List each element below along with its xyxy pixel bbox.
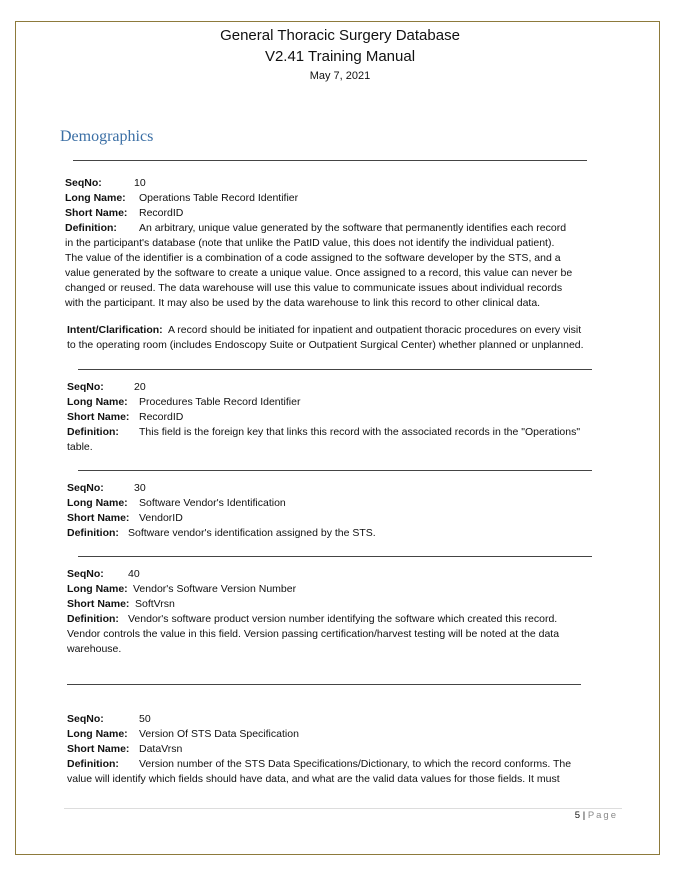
definition-label: Definition: xyxy=(67,758,119,770)
seqno-value: 40 xyxy=(128,568,140,580)
footer-divider xyxy=(64,808,622,809)
seqno-value: 30 xyxy=(134,482,146,494)
definition-label: Definition: xyxy=(67,527,119,539)
short-name-label: Short Name: xyxy=(67,512,130,524)
intent-line xyxy=(67,323,581,338)
document-title: General Thoracic Surgery Database xyxy=(220,27,460,44)
definition-label: Definition: xyxy=(65,222,117,234)
page-footer xyxy=(575,810,618,821)
long-name-value: Version Of STS Data Specification xyxy=(139,728,299,740)
entry-divider xyxy=(78,369,592,370)
short-name-value: SoftVrsn xyxy=(135,598,175,610)
definition-line: Software vendor's identification assigned by the STS. xyxy=(128,527,376,539)
long-name-label: Long Name: xyxy=(65,192,126,204)
seqno-label: SeqNo: xyxy=(67,568,104,580)
definition-label: Definition: xyxy=(67,426,119,438)
definition-line: The value of the identifier is a combination of a code assigned to the software developer by the STS, and a xyxy=(65,252,561,264)
long-name-label: Long Name: xyxy=(67,728,128,740)
long-name-label: Long Name: xyxy=(67,497,128,509)
document-subtitle: V2.41 Training Manual xyxy=(264,48,416,65)
definition-line: warehouse. xyxy=(67,643,122,655)
long-name-value: Vendor's Software Version Number xyxy=(133,583,297,595)
seqno-value: 50 xyxy=(139,713,151,725)
short-name-label: Short Name: xyxy=(67,411,130,423)
intent-label: Intent/Clarification: xyxy=(67,324,163,336)
definition-label: Definition: xyxy=(67,613,119,625)
section-title: Demographics xyxy=(60,128,154,145)
short-name-value: DataVrsn xyxy=(139,743,183,755)
short-name-label: Short Name: xyxy=(65,207,128,219)
definition-line: This field is the foreign key that links this record with the associated records in the "Operations" xyxy=(139,426,581,438)
definition-line: An arbitrary, unique value generated by the software that permanently identifies each record xyxy=(139,222,567,234)
entry-divider xyxy=(67,684,581,685)
long-name-label: Long Name: xyxy=(67,396,128,408)
long-name-value: Procedures Table Record Identifier xyxy=(139,396,301,408)
short-name-value: RecordID xyxy=(139,411,184,423)
page-separator: | xyxy=(582,810,586,821)
page-label: Page xyxy=(587,810,618,821)
definition-line: value generated by the software to create a unique value. Once assigned to a record, this value can never be xyxy=(65,267,573,279)
short-name-value: RecordID xyxy=(139,207,184,219)
seqno-label: SeqNo: xyxy=(65,177,102,189)
definition-line: with the participant. It may also be used by the data warehouse to link this record to other clinical data. xyxy=(65,297,541,309)
intent-text: A record should be initiated for inpatient and outpatient thoracic procedures on every visit xyxy=(167,324,582,336)
entry-divider xyxy=(78,556,592,557)
long-name-value: Operations Table Record Identifier xyxy=(139,192,299,204)
definition-line: table. xyxy=(67,441,93,453)
definition-line: changed or reused. The data warehouse will use this value to communicate issues about individual records xyxy=(65,282,563,294)
seqno-label: SeqNo: xyxy=(67,713,104,725)
definition-line: value will identify which fields should have data, and what are the valid data values for those fields. It must xyxy=(67,773,560,785)
seqno-label: SeqNo: xyxy=(67,482,104,494)
seqno-value: 20 xyxy=(134,381,146,393)
long-name-value: Software Vendor's Identification xyxy=(139,497,286,509)
entry-divider xyxy=(78,470,592,471)
short-name-value: VendorID xyxy=(139,512,183,524)
document-date: May 7, 2021 xyxy=(309,70,371,82)
definition-line: Vendor controls the value in this field. Version passing certification/harvest testing will be noted at the data xyxy=(67,628,560,640)
definition-line: Vendor's software product version number identifying the software which created this record. xyxy=(128,613,558,625)
section-divider xyxy=(73,160,587,161)
long-name-label: Long Name: xyxy=(67,583,128,595)
page-number: 5 xyxy=(574,810,581,821)
short-name-label: Short Name: xyxy=(67,598,130,610)
seqno-value: 10 xyxy=(134,177,146,189)
intent-line: to the operating room (includes Endoscopy Suite or Outpatient Surgical Center) whether planned or unplanned. xyxy=(67,339,584,351)
seqno-label: SeqNo: xyxy=(67,381,104,393)
definition-line: Version number of the STS Data Specifications/Dictionary, to which the record conforms. The xyxy=(139,758,572,770)
short-name-label: Short Name: xyxy=(67,743,130,755)
definition-line: in the participant's database (note that unlike the PatID value, this does not identify the individual patient). xyxy=(65,237,555,249)
